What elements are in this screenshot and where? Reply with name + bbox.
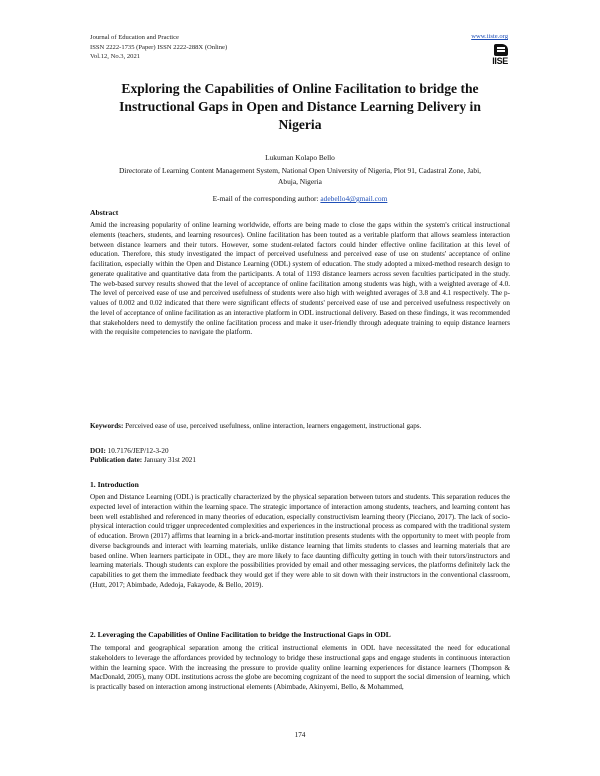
email-link[interactable]: adebello4@gmail.com [320,194,388,203]
keywords [90,422,510,432]
publication-date-line [90,456,196,466]
journal-branding [471,33,508,71]
keywords-label: Keywords: [90,422,124,430]
email-label: E-mail of the corresponding author: [212,194,319,203]
author-affiliation: Directorate of Learning Content Management System, National Open University of Nigeria, Plot 91, Cadastral Zone, Jabi, Abuja, Nigeria [118,166,482,186]
pubdate-label: Publication date: [90,456,143,464]
page-number: 174 [294,731,306,739]
section-2-heading: 2. Leveraging the Capabilities of Online Facilitation to bridge the Instructional Gaps in ODL [90,630,391,639]
section-2-text: The temporal and geographical separation among the critical instructional elements in ODL have necessitated the need for educational stakeholders to leverage the affordances provided by technology to bridge these instructional gaps and engage students in continuous interaction within the learning space. With the increasing the pressure to provide quality online learning experiences for distance learners (Thompson & MacDonald, 2005), many ODL institutions across the globe are becoming cognizant of the need to support the social dimension of learning, which is practically based on interaction among instructional elements (Abimbade, Akinyemi, Bello, & Mohammed, [90,644,510,691]
journal-name: Journal of Education and Practice [90,34,179,41]
corresponding-email [90,194,510,203]
issn-line: ISSN 2222-1735 (Paper) ISSN 2222-288X (Online) [90,43,228,51]
volume-line: Vol.12, No.3, 2021 [90,53,141,61]
keywords-text: Perceived ease of use, perceived usefulness, online interaction, learners engagement, instructional gaps. [125,422,422,430]
iiste-logo-icon: IISE [486,44,508,66]
section-1-heading: 1. Introduction [90,480,139,489]
doi-label: DOI: [90,447,106,455]
pubdate-value: January 31st 2021 [143,456,196,464]
section-1-text: Open and Distance Learning (ODL) is practically characterized by the physical separation between tutors and students. This separation reduces the expected level of interaction within the learning space. The strategic importance of interaction among students, teachers, and learning content has been well established and referenced in many theories of education, especially constructivism learning theory (Picciano, 2017). The lack of socio-physical interaction could trigger unprecedented complexities and experiences in the instructional process as compared with the traditional system of education. Brown (2017) affirms that learning in a brick-and-mortar institution presents students with the opportunity to meet with people from diverse backgrounds and interact with learning materials, unlike distance learning that limits students to classes and learning materials that are based online. When learners participate in ODL, they are more likely to face daunting difficulty getting in touch with their tutors/instructors and learning materials. Though students can explore the possibilities provided by email and other messaging services, the platforms definitely lack the capabilities to get them the immediate feedback they would get if they were able to sit down with their instructors in the conventional classroom, (Hutt, 2017; Abimbade, Adedoja, Fakayode, & Bello, 2019). [90,493,510,589]
doi-value: 10.7176/JEP/12-3-20 [107,447,169,455]
journal-website-link[interactable]: www.iiste.org [471,33,508,40]
abstract-heading: Abstract [90,208,119,217]
author-name: Lukuman Kolapo Bello [265,153,335,162]
paper-title: Exploring the Capabilities of Online Facilitation to bridge the Instructional Gaps in Open and Distance Learning Delivery in Nigeria [119,81,481,132]
journal-header [90,33,227,62]
abstract-text: Amid the increasing popularity of online learning worldwide, efforts are being made to close the gaps within the system's critical instructional elements (teachers, students, and learning resources). Online facilitation has been touted as a veritable platform that allows seamless interaction between distance learners and their tutors. However, some student-related factors could hinder effective online facilitation at this level of education. Therefore, this study investigated the impact of perceived usefulness and perceived ease of use on students' acceptance of online facilitation, especially within the Open and Distance Learning (ODL) system of education. The study adopted a mixed-method research design to generate qualitative and quantitative data from the participants. A total of 1193 distance learners across seven faculties participated in the study. The web-based survey results showed that the level of acceptance of online facilitation among students was high, with a weighted average of 4.0. The level of perceived ease of use and perceived usefulness of students were also high with weighted averages of 3.8 and 4.1 respectively. The p-values of 0.002 and 0.02 indicated that there were significant effects of students' perceived ease of use and perceived usefulness respectively on the level of acceptance of online facilitation as an interactive platform in ODL instructional delivery. Based on these findings, it was recommended that stakeholders need to demystify the online facilitation process and make it user-friendly through adequate training to equip distance learners with the requisite competencies to navigate the platform. [90,221,510,337]
